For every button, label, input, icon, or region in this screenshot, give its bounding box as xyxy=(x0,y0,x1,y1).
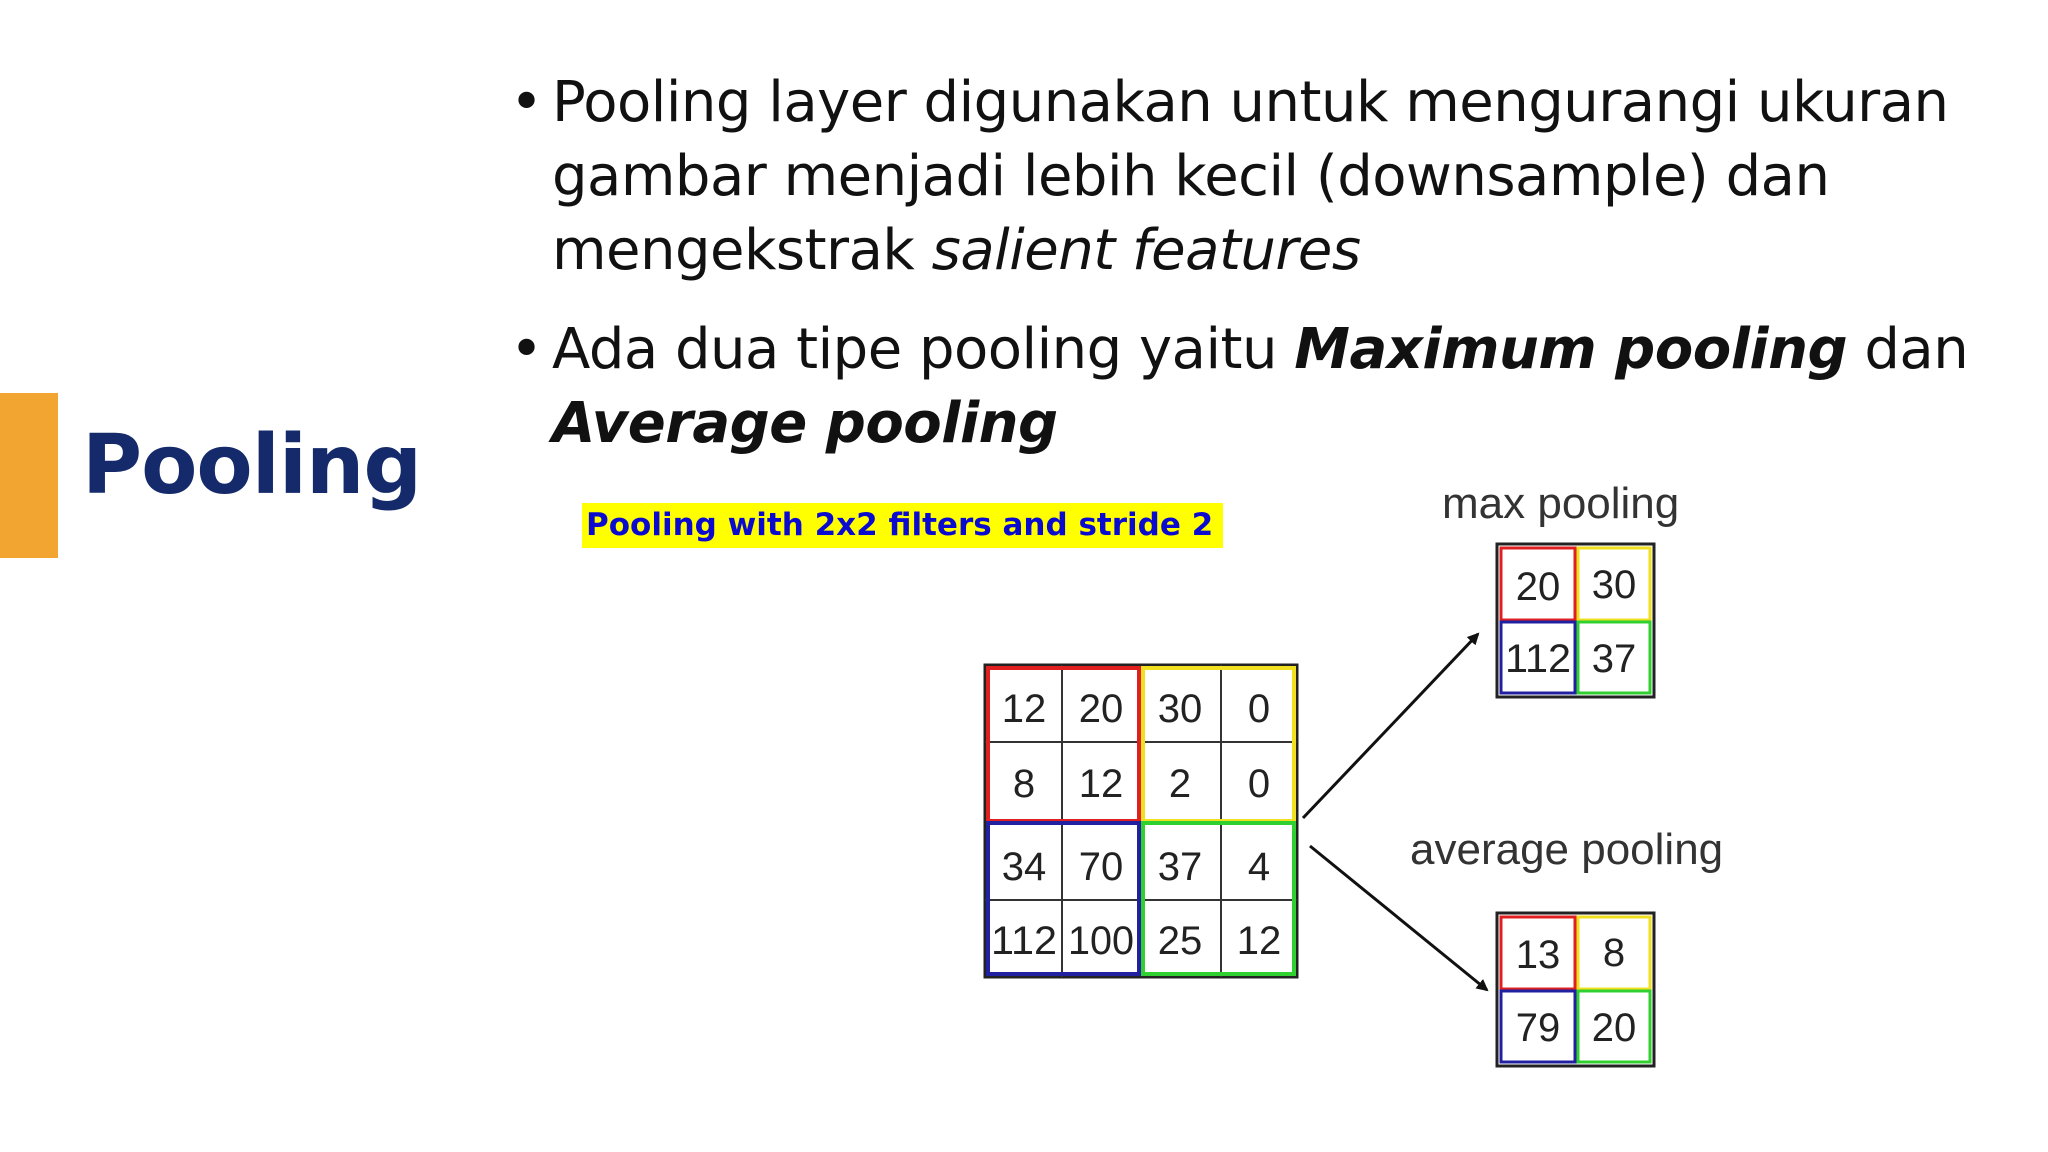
max-cell: 30 xyxy=(1591,563,1637,607)
input-cell: 34 xyxy=(1001,845,1047,889)
bullet-1-italic: salient features xyxy=(931,218,1361,283)
average-pooling-label: average pooling xyxy=(1410,825,1724,874)
bullet-2-bold-max: Maximum pooling xyxy=(1294,317,1848,382)
input-cell: 4 xyxy=(1247,845,1271,889)
input-cell: 12 xyxy=(1001,687,1047,731)
input-grid xyxy=(985,665,1297,977)
input-cell: 12 xyxy=(1236,919,1282,963)
input-cell: 0 xyxy=(1247,687,1271,731)
max-pooling-grid xyxy=(1497,544,1654,697)
average-pooling-grid xyxy=(1497,913,1654,1066)
avg-cell: 20 xyxy=(1591,1006,1637,1050)
avg-cell: 8 xyxy=(1602,931,1626,975)
max-cell: 37 xyxy=(1591,637,1637,681)
bullet-2-text-a: Ada dua tipe pooling yaitu xyxy=(552,317,1295,382)
bullet-1-text: Pooling layer digunakan untuk mengurangi ukuran gambar menjadi lebih kecil (downsample) dan mengekstrak xyxy=(552,70,1949,283)
max-cell: 112 xyxy=(1505,637,1571,681)
slide-title: Pooling xyxy=(82,418,422,513)
input-cell: 12 xyxy=(1078,762,1124,806)
input-cell: 0 xyxy=(1247,762,1271,806)
input-cell: 100 xyxy=(1068,919,1134,963)
input-cell: 8 xyxy=(1012,762,1036,806)
avg-cell: 79 xyxy=(1515,1006,1561,1050)
input-cell: 25 xyxy=(1157,919,1203,963)
input-cell: 20 xyxy=(1078,687,1124,731)
max-pooling-label: max pooling xyxy=(1442,479,1680,528)
input-cell: 37 xyxy=(1157,845,1203,889)
avg-cell: 13 xyxy=(1515,933,1561,977)
figure-caption: Pooling with 2x2 filters and stride 2 xyxy=(582,503,1223,548)
max-cell: 20 xyxy=(1515,565,1561,609)
input-cell: 2 xyxy=(1168,762,1192,806)
input-cell: 70 xyxy=(1078,845,1124,889)
bullet-2-text-b: dan xyxy=(1847,317,1969,382)
input-cell: 30 xyxy=(1157,687,1203,731)
bullet-2-bold-avg: Average pooling xyxy=(552,391,1058,456)
arrow-to-max xyxy=(1303,634,1478,818)
input-cell: 112 xyxy=(991,919,1057,963)
